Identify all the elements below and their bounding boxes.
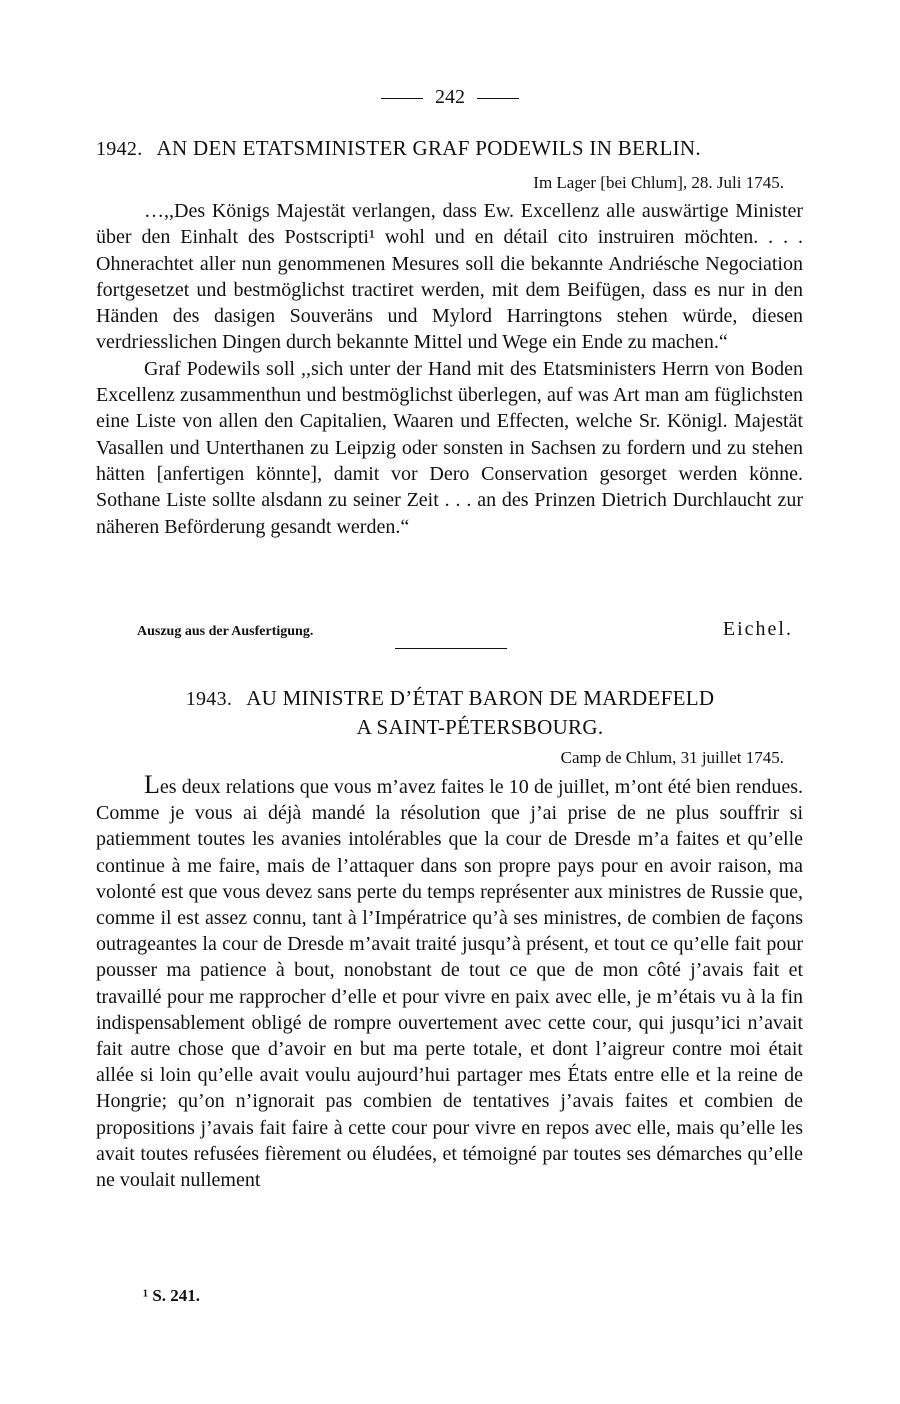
letter-1942-body	[96, 198, 803, 540]
letter-number: 1943.	[185, 688, 233, 710]
letter-1942-footer	[137, 618, 793, 641]
letter-heading: AN DEN ETATSMINISTER GRAF PODEWILS IN BERLIN.	[156, 136, 701, 160]
page-header	[0, 86, 900, 109]
paragraph	[96, 772, 803, 1193]
signature: Eichel.	[722, 618, 793, 640]
letter-1942-dateline: Im Lager [bei Chlum], 28. Juli 1745.	[533, 173, 784, 192]
header-rule-right	[477, 98, 519, 99]
page-number: 242	[435, 86, 465, 108]
letter-number: 1942.	[96, 138, 143, 160]
letter-heading-line2: A SAINT-PÉTERSBOURG.	[356, 715, 604, 739]
initial-letter: L	[144, 770, 160, 799]
letter-1942-title	[96, 136, 804, 161]
paragraph-text: es deux relations que vous m’avez faites le 10 de juillet, m’ont été bien rendues. Comme je vous ai déjà mandé la résolution que j’ai prise de ne plus souffrir si patiemment toutes les avanies intolérables que la cour de Dresde m’a faites et qu’elle continue à me faire, mais de l’attaquer dans son propre pays pour en avoir raison, ma volonté est que vous devez sans perte du temps représenter aux ministres de Russie que, comme il est assez connu, tant à l’Impératrice qu’à ses ministres, de combien de façons outrageantes la cour de Dresde m’avait traité jusqu’à présent, et tout ce qu’elle fait pour pousser ma patience à bout, nonobstant de tout ce que de mon côté j’avais fait et travaillé pour me rapprocher d’elle et pour vivre en paix avec elle, je m’étais vu à la fin indispensablement obligé de rompre ouvertement avec cette cour, qui jusqu’ici n’avait fait autre chose que d’avoir en but ma perte totale, et dont l’aigreur contre moi était allée si loin qu’elle avait voulu aujourd’hui partager mes États entre elle et la reine de Hongrie; qu’on n’ignorait pas combien de tentatives j’avais faites et combien de propositions j’avais fait faire à cette cour pour vivre en repos avec elle, mais qu’elle les avait toutes refusées fièrement ou éludées, et témoigné par toutes ses démarches qu’elle ne voulait nullement	[96, 776, 803, 1192]
header-rule-left	[381, 98, 423, 99]
letter-1943-body	[96, 772, 803, 1193]
letter-1943-dateline: Camp de Chlum, 31 juillet 1745.	[560, 748, 784, 767]
paragraph: …,,Des Königs Majestät verlangen, dass Ew. Excellenz alle auswärtige Minister über den Einhalt des Postscripti¹ wohl und en détail cito instruiren möchten. . . . Ohnerachtet aller nun genommenen Mesures soll die bekannte Andriésche Negociation fortgesetzet und bestmöglichst tractiret werden, mit dem Beifügen, dass es nur in den Händen des dasigen Souveräns und Mylord Harringtons stehen würde, diesen verdriesslichen Dingen durch bekannte Mittel und Wege ein Ende zu machen.“	[96, 200, 803, 354]
source-note: Auszug aus der Ausfertigung.	[137, 624, 314, 639]
section-separator	[395, 648, 507, 649]
letter-1943-title	[90, 684, 810, 741]
footnote: ¹ S. 241.	[143, 1286, 201, 1305]
letter-heading-line1: AU MINISTRE D’ÉTAT BARON DE MARDEFELD	[246, 686, 715, 710]
paragraph: Graf Podewils soll ,,sich unter der Hand mit des Etatsministers Herrn von Boden Excellenz zusammenthun und bestmöglichst überlegen, auf was Art man am füglichsten eine Liste von allen den Capitalien, Waaren und Effecten, welche Sr. Königl. Majestät Vasallen und Unterthanen zu Leipzig oder sonsten in Sachsen zu fordern und zu stehen hätten [anfertigen könnte], damit vor Dero Conservation gesorget werden könne. Sothane Liste sollte alsdann zu seiner Zeit . . . an des Prinzen Dietrich Durchlaucht zur näheren Beförderung gesandt werden.“	[96, 357, 803, 538]
